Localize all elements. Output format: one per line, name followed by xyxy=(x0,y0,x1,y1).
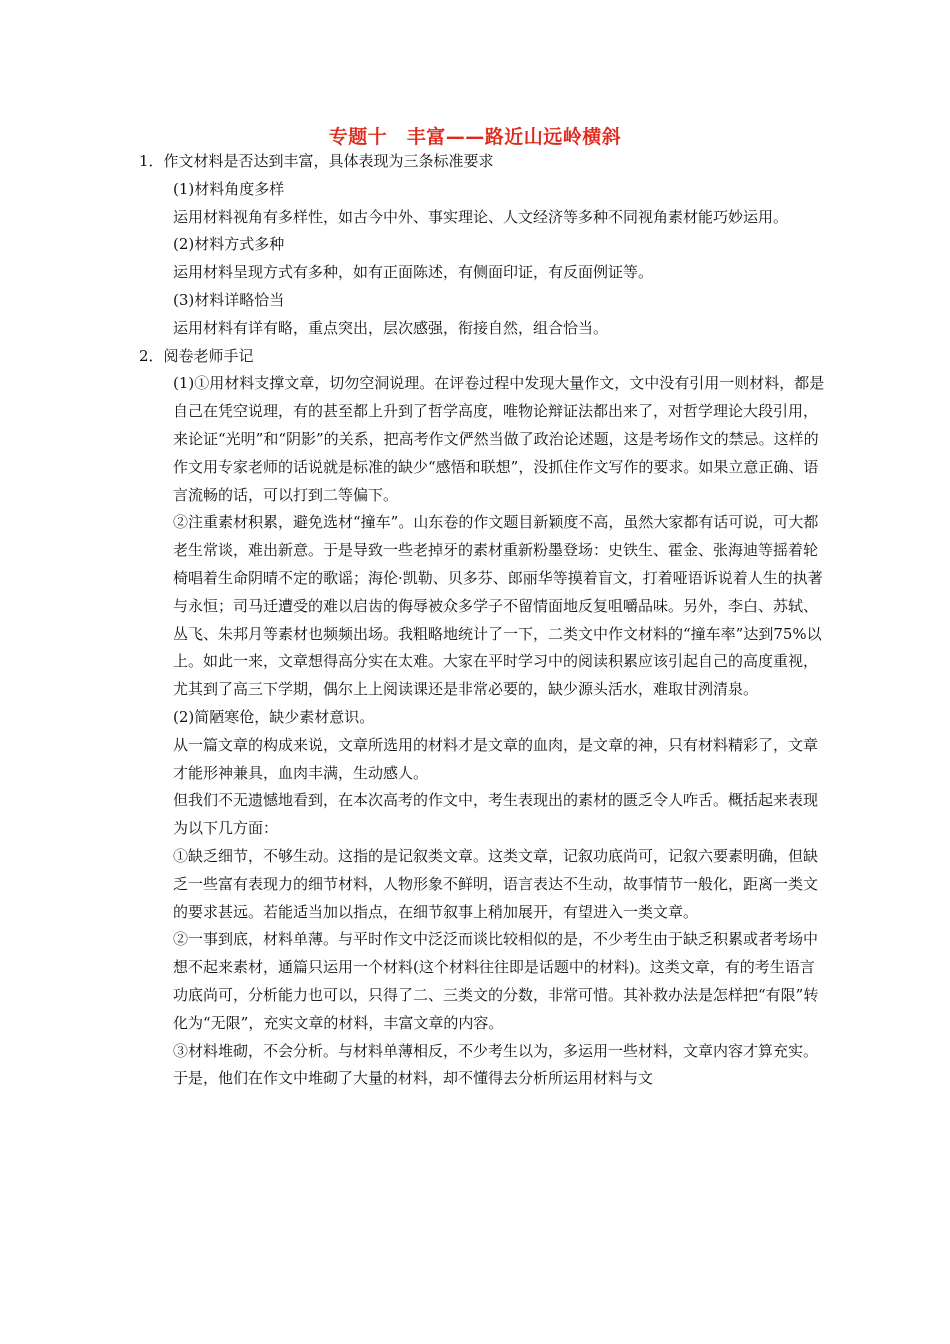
item-2-label: (2)材料方式多种 xyxy=(173,235,285,254)
item-1-text: 运用材料视角有多样性，如古今中外、事实理论、人文经济等多种不同视角素材能巧妙运用。 xyxy=(173,207,789,226)
page-title: 专题十 丰富——路近山远岭横斜 xyxy=(328,126,622,148)
item-2-text: 运用材料呈现方式有多种，如有正面陈述，有侧面印证，有反面例证等。 xyxy=(173,263,654,282)
section-1-heading: 1．作文材料是否达到丰富，具体表现为三条标准要求 xyxy=(139,152,494,170)
item-3-label: (3)材料详略恰当 xyxy=(173,290,285,309)
paragraph: 但我们不无遗憾地看到，在本次高考的作文中，考生表现出的素材的匮乏令人咋舌。概括起来表现为以下几方面： xyxy=(173,791,819,838)
item-3-text: 运用材料有详有略，重点突出，层次感强，衔接自然，组合恰当。 xyxy=(173,318,609,337)
section-2-body xyxy=(173,370,829,1093)
paragraph: ②一事到底，材料单薄。与平时作文中泛泛而谈比较相似的是，不少考生由于缺乏积累或者考场中想不起来素材，通篇只运用一个材料(这个材料往往即是话题中的材料)。这类文章，有的考生语言功底尚可，分析能力也可以，只得了二、三类文的分数，非常可惜。其补救办法是怎样把“有限”转化为“无限”，充实文章的材料，丰富文章的内容。 xyxy=(173,930,819,1032)
paragraph: ②注重素材积累，避免选材“撞车”。山东卷的作文题目新颖度不高，虽然大家都有话可说，可大都老生常谈，难出新意。于是导致一些老掉牙的素材重新粉墨登场：史铁生、霍金、张海迪等摇着轮椅唱着生命阴晴不定的歌谣；海伦·凯勒、贝多芬、郎丽华等摸着盲文，打着哑语诉说着人生的执著与永恒；司马迁遭受的难以启齿的侮辱被众多学子不留情面地反复咀嚼品味。另外，李白、苏轼、丛飞、朱邦月等素材也频频出场。我粗略地统计了一下，二类文中作文材料的“撞车率”达到75%以上。如此一来，文章想得高分实在太难。大家在平时学习中的阅读积累应该引起自己的高度重视，尤其到了高三下学期，偶尔上上阅读课还是非常必要的，缺少源头活水，难取甘洌清泉。 xyxy=(173,513,823,699)
paragraph: (1)①用材料支撑文章，切勿空洞说理。在评卷过程中发现大量作文，文中没有引用一则材料，都是自己在凭空说理，有的甚至都上升到了哲学高度，唯物论辩证法都出来了，对哲学理论大段引用，来论证“光明”和“阴影”的关系，把高考作文俨然当做了政治论述题，这是考场作文的禁忌。这样的作文用专家老师的话说就是标准的缺少“感悟和联想”，没抓住作文写作的要求。如果立意正确、语言流畅的话，可以打到二等偏下。 xyxy=(173,374,825,504)
paragraph: 从一篇文章的构成来说，文章所选用的材料才是文章的血肉，是文章的神，只有材料精彩了，文章才能形神兼具，血肉丰满，生动感人。 xyxy=(173,735,819,782)
item-1-label: (1)材料角度多样 xyxy=(173,179,285,198)
paragraph: ①缺乏细节，不够生动。这指的是记叙类文章。这类文章，记叙功底尚可，记叙六要素明确，但缺乏一些富有表现力的细节材料，人物形象不鲜明，语言表达不生动，故事情节一般化，距离一类文的要求甚远。若能适当加以指点，在细节叙事上稍加展开，有望进入一类文章。 xyxy=(173,846,819,921)
paragraph: ③材料堆砌，不会分析。与材料单薄相反，不少考生以为，多运用一些材料，文章内容才算充实。于是，他们在作文中堆砌了大量的材料，却不懂得去分析所运用材料与文 xyxy=(173,1041,819,1088)
section-1-body xyxy=(173,176,829,343)
section-2-heading: 2．阅卷老师手记 xyxy=(139,346,254,365)
paragraph: (2)简陋寒伧，缺少素材意识。 xyxy=(173,707,375,726)
document-body xyxy=(139,148,829,1093)
